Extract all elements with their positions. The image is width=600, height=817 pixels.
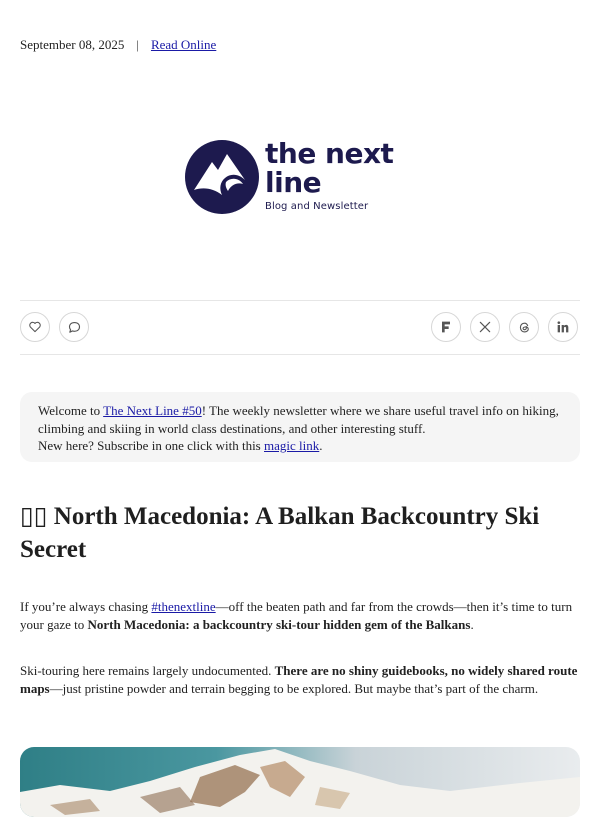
header-separator: |	[136, 37, 139, 52]
share-x-button[interactable]	[470, 312, 500, 342]
hashtag-link[interactable]: #thenextline	[151, 599, 216, 614]
article-paragraph-1	[20, 598, 580, 634]
facebook-icon	[438, 319, 454, 335]
x-icon	[478, 320, 492, 334]
brand-logo	[185, 137, 425, 218]
p2-prefix: Ski-touring here remains largely undocumented.	[20, 663, 275, 678]
linkedin-icon	[555, 319, 571, 335]
welcome-description: ! The weekly newsletter where we share useful travel info on hiking, climbing and skiing in world class destinations, and other interesting stuff.	[38, 403, 559, 436]
share-facebook-button[interactable]	[431, 312, 461, 342]
subscribe-suffix: .	[319, 438, 323, 453]
threads-icon	[517, 320, 532, 335]
p2-suffix: —just pristine powder and terrain begging to be explored. But maybe that’s part of the charm.	[49, 681, 539, 696]
logo-title-line2: line	[265, 166, 322, 199]
divider-top	[20, 300, 580, 301]
logo-tagline: Blog and Newsletter	[265, 201, 369, 212]
p1-suffix: .	[470, 617, 474, 632]
p1-prefix: If you’re always chasing	[20, 599, 152, 614]
subscribe-prompt: New here? Subscribe in one click with this	[38, 438, 264, 453]
welcome-prefix: Welcome to	[38, 403, 104, 418]
p1-bold: North Macedonia: a backcountry ski-tour hidden gem of the Balkans	[87, 617, 471, 632]
p2-bold: There are no shiny guidebooks, no widely shared route maps	[20, 663, 578, 696]
header-bar	[20, 37, 216, 53]
magic-link[interactable]: magic link	[264, 438, 320, 453]
mountain-logo-icon	[185, 140, 259, 214]
logo-title-line1: the next	[265, 137, 394, 170]
comment-icon	[67, 320, 82, 335]
logo-wordmark	[265, 138, 393, 212]
snowy-mountain-photo	[20, 747, 580, 817]
like-button[interactable]	[20, 312, 50, 342]
heart-icon	[28, 320, 42, 334]
issue-date: September 08, 2025	[20, 37, 125, 52]
divider-bottom	[20, 354, 580, 355]
welcome-box	[20, 392, 580, 462]
share-threads-button[interactable]	[509, 312, 539, 342]
read-online-link[interactable]: Read Online	[150, 37, 217, 52]
hero-image	[20, 747, 580, 817]
share-linkedin-button[interactable]	[548, 312, 578, 342]
article-paragraph-2	[20, 662, 580, 698]
article-title: ▯▯ North Macedonia: A Balkan Backcountry Ski Secret	[20, 503, 540, 563]
p1-middle: —off the beaten path and far from the crowds—then it’s time to turn your gaze to	[20, 599, 573, 632]
comment-button[interactable]	[59, 312, 89, 342]
issue-link[interactable]: The Next Line #50	[103, 403, 202, 418]
